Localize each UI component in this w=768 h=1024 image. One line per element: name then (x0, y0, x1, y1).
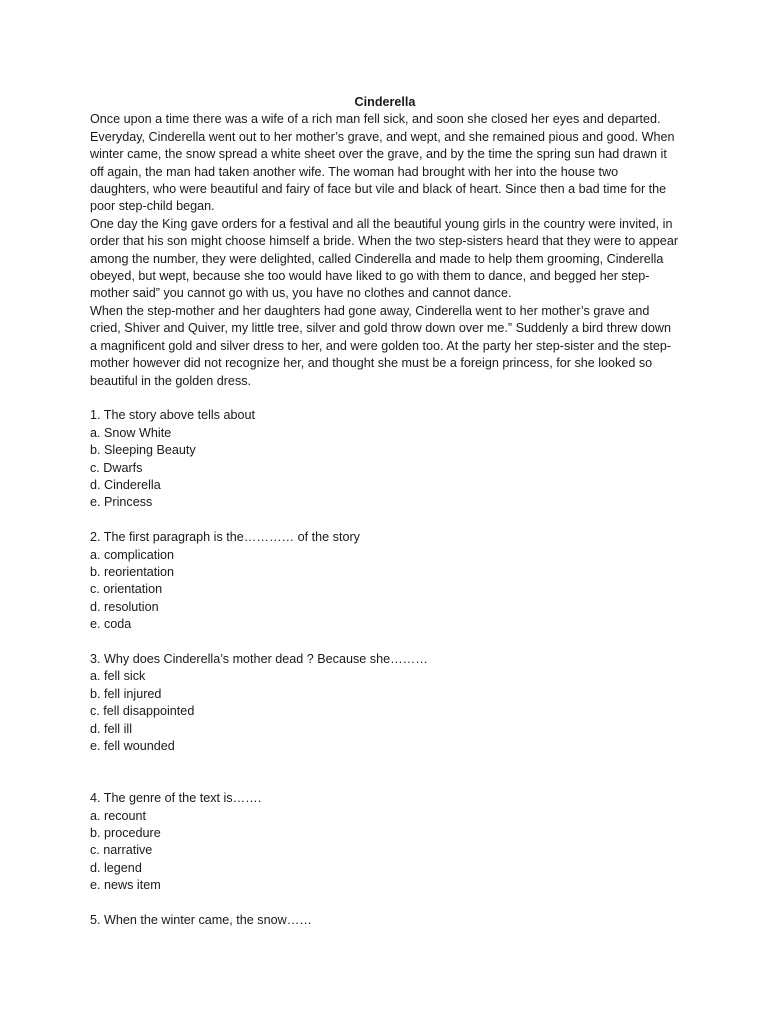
story-paragraph-1: Once upon a time there was a wife of a rich man fell sick, and soon she closed her eyes and departed. Everyday, Cinderella went out to her mother’s grave, and wept, and she remained pious and good. When winter came, the snow spread a white sheet over the grave, and by the time the spring sun had drawn it off again, the man had taken another wife. The woman had brought with her into the house two daughters, who were beautiful and fairy of face but vile and black of heart. Since then a bad time for the poor step-child began. (90, 112, 675, 214)
option-b: b. procedure (90, 826, 161, 840)
option-list (90, 425, 680, 512)
question-3 (90, 651, 680, 755)
option-b: b. fell injured (90, 686, 162, 701)
story-paragraph-3: When the step-mother and her daughters had gone away, Cinderella went to her mother’s grave and cried, Shiver and Quiver, my little tree, silver and gold throw down over me.” Suddenly a bird threw down a magnificent gold and silver dress to her, and were golden too. At the party her step-sister and the step-mother however did not recognize her, and thought she must be a foreign princess, for she looked so beautiful in the golden dress. (90, 303, 672, 388)
question-text: 1. The story above tells about (90, 408, 255, 423)
question-text: 4. The genre of the text is……. (90, 791, 262, 806)
option-c: c. orientation (90, 582, 163, 597)
option-e: e. fell wounded (90, 738, 175, 753)
option-e: e. news item (90, 878, 161, 893)
story-paragraph-2: One day the King gave orders for a festival and all the beautiful young girls in the country were invited, in order that his son might choose himself a bride. When the two step-sisters heard that they were to appear among the number, they were delighted, called Cinderella and made to help them grooming, Cinderella obeyed, but wept, because she too would have liked to go with them to dance, and begged her step-mother said” you cannot go with us, you have no clothes and cannot dance. (90, 216, 679, 301)
document-title: Cinderella (354, 95, 416, 109)
option-d: d. fell ill (90, 721, 132, 736)
option-b: b. Sleeping Beauty (90, 443, 196, 458)
option-d: d. legend (90, 860, 142, 875)
option-c: c. fell disappointed (90, 704, 195, 719)
option-list (90, 547, 680, 634)
option-d: d. resolution (90, 599, 159, 614)
option-a: a. recount (90, 808, 147, 823)
question-text: 2. The first paragraph is the………… of the story (90, 530, 360, 545)
option-a: a. complication (90, 547, 174, 562)
question-5 (90, 912, 680, 929)
question-2 (90, 529, 680, 633)
question-list (90, 407, 680, 929)
option-c: c. narrative (90, 843, 153, 858)
question-4 (90, 790, 680, 894)
option-list (90, 808, 680, 895)
option-a: a. fell sick (90, 669, 146, 684)
question-1 (90, 407, 680, 511)
question-text: 3. Why does Cinderella’s mother dead ? Because she……… (90, 651, 428, 666)
option-list (90, 668, 680, 755)
option-d: d. Cinderella (90, 477, 161, 492)
question-text: 5. When the winter came, the snow…… (90, 913, 312, 928)
option-e: e. Princess (90, 495, 153, 510)
option-c: c. Dwarfs (90, 460, 143, 475)
option-a: a. Snow White (90, 425, 172, 440)
option-e: e. coda (90, 617, 132, 632)
option-b: b. reorientation (90, 564, 175, 579)
document-page (90, 94, 680, 947)
